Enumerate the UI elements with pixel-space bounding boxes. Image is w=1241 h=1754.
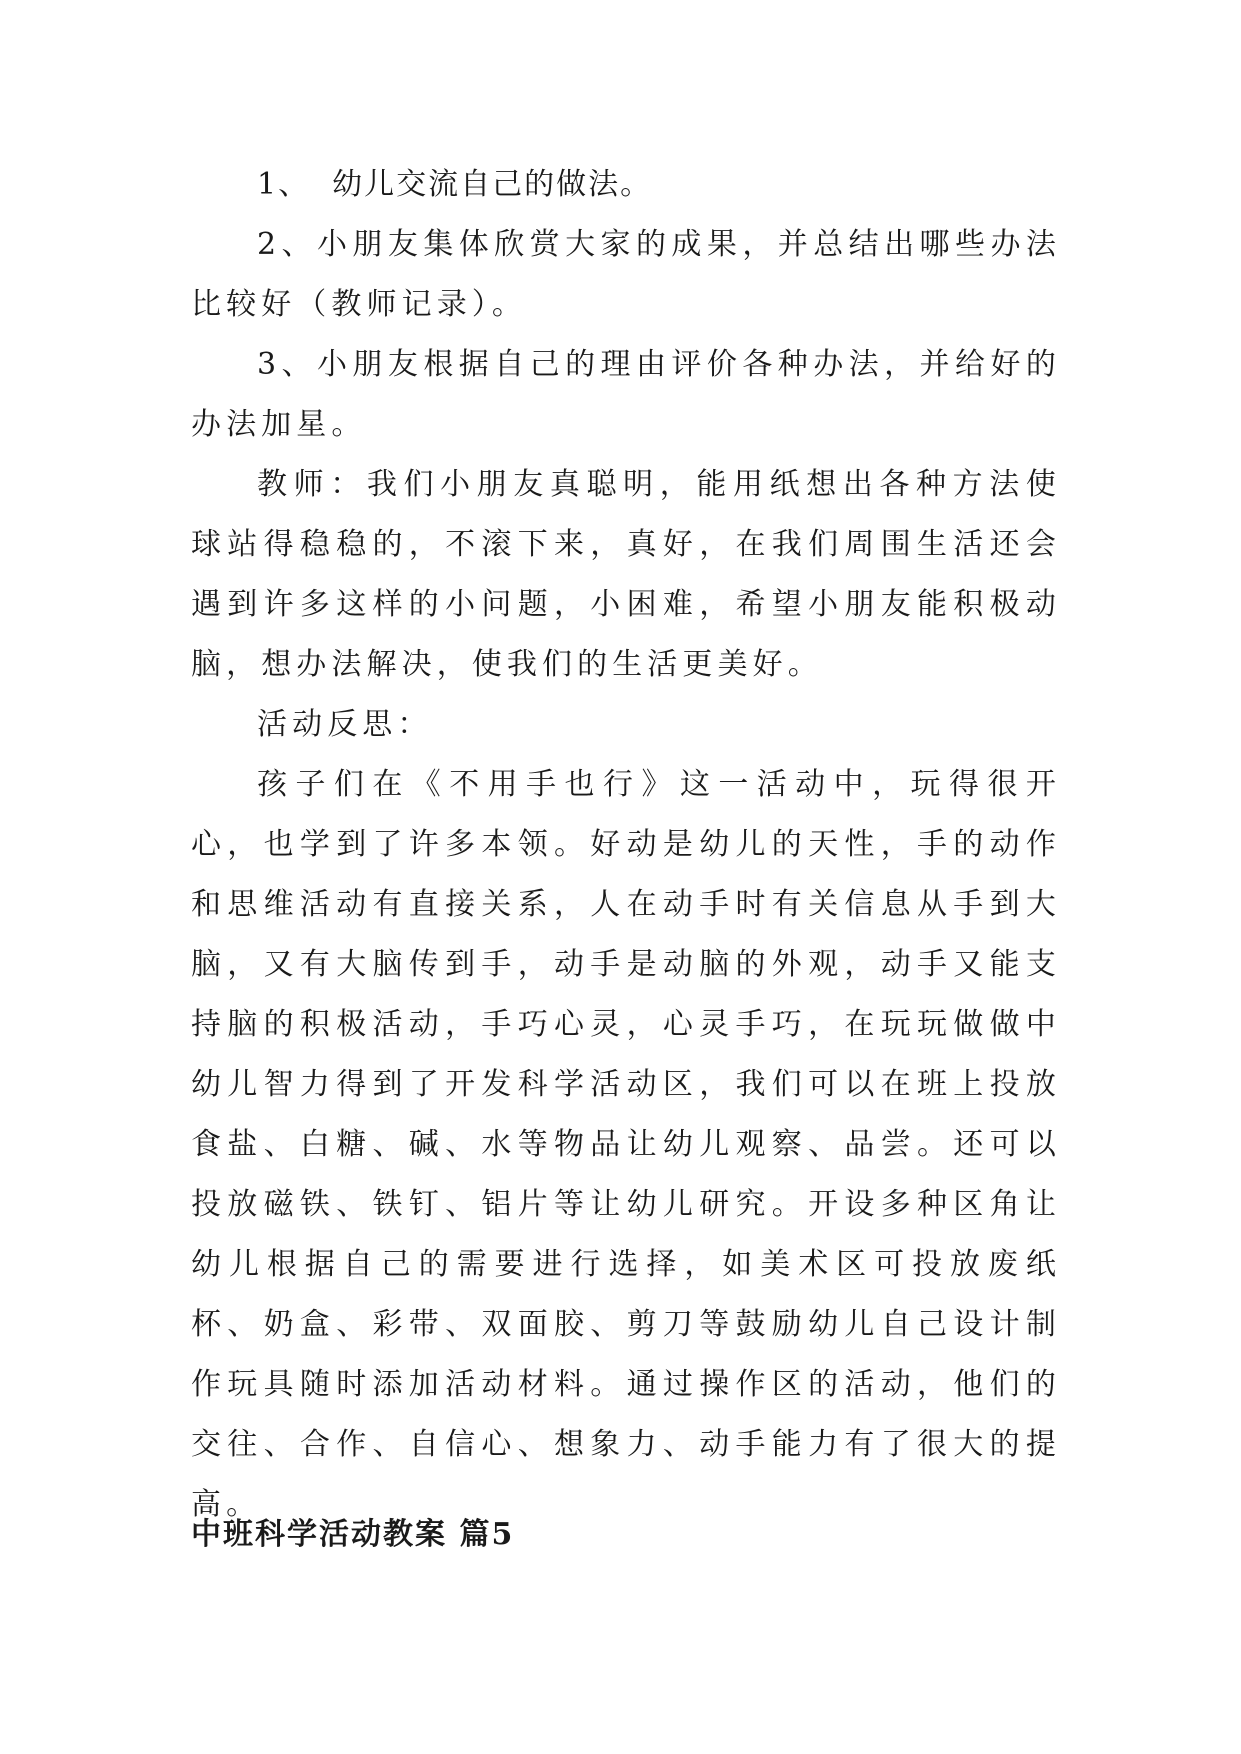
section-title: 中班科学活动教案 篇5 [191,1517,515,1552]
step-1-text: 幼儿交流自己的做法。 [332,167,653,202]
paragraph-teacher-summary: 教师：我们小朋友真聪明，能用纸想出各种方法使球站得稳稳的，不滚下来，真好，在我们周围生活还会遇到许多这样的小问题，小困难，希望小朋友能积极动脑，想办法解决，使我们的生活更美好。 [191,467,1061,682]
step-1-number: 1、 [257,167,311,202]
paragraph-step-2: 2、小朋友集体欣赏大家的成果，并总结出哪些办法比较好（教师记录）。 [191,227,1061,322]
paragraph-step-1 [191,155,1061,215]
document-body [191,155,1061,1552]
paragraph-step-3: 3、小朋友根据自己的理由评价各种办法，并给好的办法加星。 [191,347,1061,442]
paragraph-reflection-body: 孩子们在《不用手也行》这一活动中，玩得很开心，也学到了许多本领。好动是幼儿的天性，手的动作和思维活动有直接关系，人在动手时有关信息从手到大脑，又有大脑传到手，动手是动脑的外观，动手又能支持脑的积极活动，手巧心灵，心灵手巧，在玩玩做做中幼儿智力得到了开发科学活动区，我们可以在班上投放食盐、白糖、碱、水等物品让幼儿观察、品尝。还可以投放磁铁、铁钉、铝片等让幼儿研究。开设多种区角让幼儿根据自己的需要进行选择，如美术区可投放废纸杯、奶盒、彩带、双面胶、剪刀等鼓励幼儿自己设计制作玩具随时添加活动材料。通过操作区的活动，他们的交往、合作、自信心、想象力、动手能力有了很大的提高。 [191,767,1061,1522]
paragraph-reflection-heading: 活动反思： [257,707,433,742]
